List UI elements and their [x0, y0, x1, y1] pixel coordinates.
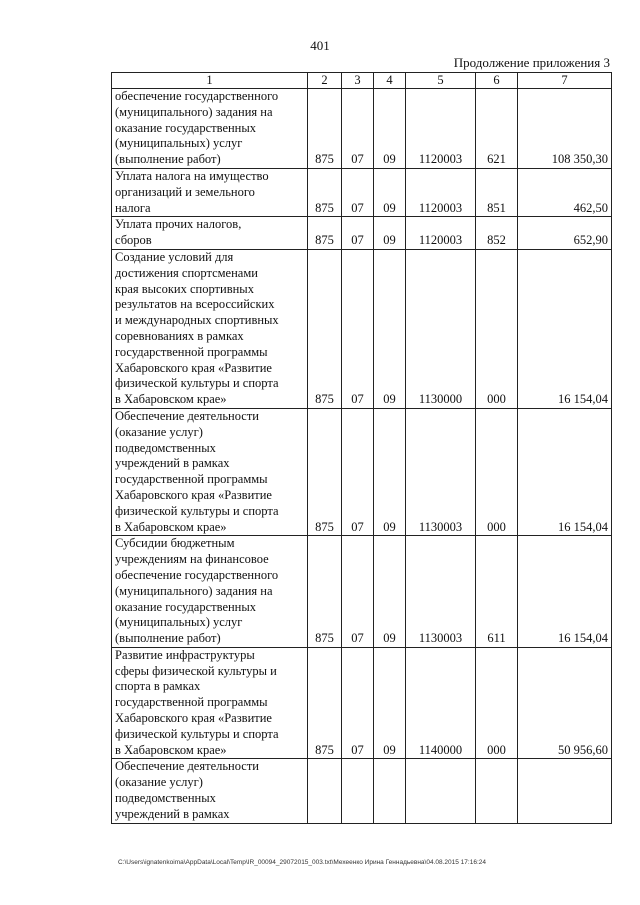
- name-line: Обеспечение деятельности: [115, 759, 260, 774]
- amount: 16 154,04: [518, 408, 612, 535]
- name-line: спорта в рамках: [115, 679, 201, 694]
- name-line: (муниципального) задания на: [115, 583, 273, 598]
- header-col-5: 5: [406, 73, 476, 89]
- name-line: соревнованиях в рамках: [115, 328, 244, 343]
- name-line: Хабаровского края «Развитие: [115, 360, 272, 375]
- subsection-code: 09: [374, 89, 406, 169]
- subsection-code: 09: [374, 536, 406, 648]
- name-line: (выполнение работ): [115, 631, 221, 646]
- section-code: 07: [342, 249, 374, 408]
- name-line: оказание государственных: [115, 599, 257, 614]
- ministry-code: 875: [308, 536, 342, 648]
- expense-item-name: [112, 647, 308, 759]
- table-row: [112, 408, 612, 535]
- name-line: физической культуры и спорта: [115, 726, 279, 741]
- subsection-code: 09: [374, 249, 406, 408]
- target-article-code: 1130003: [406, 536, 476, 648]
- target-article-code: 1140000: [406, 647, 476, 759]
- ministry-code: 875: [308, 408, 342, 535]
- amount: 108 350,30: [518, 89, 612, 169]
- table-row: [112, 249, 612, 408]
- subsection-code: [374, 759, 406, 823]
- target-article-code: [406, 759, 476, 823]
- name-line: (муниципальных) услуг: [115, 136, 243, 151]
- ministry-code: 875: [308, 168, 342, 216]
- name-line: Обеспечение деятельности: [115, 408, 260, 423]
- table-row: [112, 89, 612, 169]
- name-line: оказание государственных: [115, 120, 257, 135]
- header-col-4: 4: [374, 73, 406, 89]
- header-col-2: 2: [308, 73, 342, 89]
- expense-item-name: [112, 89, 308, 169]
- page-number: 401: [310, 38, 330, 53]
- subsection-code: 09: [374, 217, 406, 250]
- name-line: (оказание услуг): [115, 424, 203, 439]
- name-line: края высоких спортивных: [115, 281, 254, 296]
- amount: 16 154,04: [518, 249, 612, 408]
- name-line: Создание условий для: [115, 249, 234, 264]
- expense-type-code: [476, 759, 518, 823]
- section-code: 07: [342, 217, 374, 250]
- target-article-code: 1130003: [406, 408, 476, 535]
- expense-item-name: [112, 249, 308, 408]
- target-article-code: 1120003: [406, 168, 476, 216]
- name-line: государственной программы: [115, 472, 268, 487]
- name-line: Уплата прочих налогов,: [115, 217, 242, 232]
- subsection-code: 09: [374, 408, 406, 535]
- expense-item-name: [112, 408, 308, 535]
- table-row: [112, 536, 612, 648]
- name-line: физической культуры и спорта: [115, 503, 279, 518]
- section-code: [342, 759, 374, 823]
- name-line: в Хабаровском крае»: [115, 519, 227, 534]
- table-row: [112, 217, 612, 250]
- name-line: в Хабаровском крае»: [115, 742, 227, 757]
- expense-type-code: 000: [476, 249, 518, 408]
- name-line: физической культуры и спорта: [115, 376, 279, 391]
- name-line: достижения спортсменами: [115, 265, 258, 280]
- ministry-code: [308, 759, 342, 823]
- table-row: [112, 647, 612, 759]
- expense-type-code: 621: [476, 89, 518, 169]
- name-line: учреждений в рамках: [115, 806, 230, 821]
- table-row: [112, 168, 612, 216]
- name-line: государственной программы: [115, 695, 268, 710]
- name-line: обеспечение государственного: [115, 89, 279, 103]
- name-line: (выполнение работ): [115, 152, 221, 167]
- name-line: Субсидии бюджетным: [115, 536, 235, 551]
- name-line: Хабаровского края «Развитие: [115, 711, 272, 726]
- table-row: [112, 759, 612, 823]
- header-col-6: 6: [476, 73, 518, 89]
- section-code: 07: [342, 408, 374, 535]
- amount: 16 154,04: [518, 536, 612, 648]
- ministry-code: 875: [308, 647, 342, 759]
- subsection-code: 09: [374, 168, 406, 216]
- name-line: сборов: [115, 233, 152, 248]
- name-line: налога: [115, 200, 151, 215]
- name-line: Уплата налога на имущество: [115, 168, 269, 183]
- appendix-continuation-label: Продолжение приложения 3: [453, 55, 610, 70]
- amount: 462,50: [518, 168, 612, 216]
- subsection-code: 09: [374, 647, 406, 759]
- amount: 50 956,60: [518, 647, 612, 759]
- header-col-7: 7: [518, 73, 612, 89]
- section-code: 07: [342, 89, 374, 169]
- target-article-code: 1120003: [406, 89, 476, 169]
- file-path-footer: C:\Users\ignatenkoima\AppData\Local\Temp\IR_00094_29072015_003.txt\Мехеенко Ирина Геннадьевна\04.08.2015 17:16:24: [118, 859, 486, 866]
- ministry-code: 875: [308, 249, 342, 408]
- amount: 652,90: [518, 217, 612, 250]
- expense-item-name: [112, 759, 308, 823]
- name-line: сферы физической культуры и: [115, 663, 277, 678]
- budget-table: [111, 72, 612, 824]
- expense-type-code: 000: [476, 408, 518, 535]
- expense-type-code: 851: [476, 168, 518, 216]
- target-article-code: 1130000: [406, 249, 476, 408]
- header-col-3: 3: [342, 73, 374, 89]
- header-col-1: 1: [112, 73, 308, 89]
- name-line: (муниципальных) услуг: [115, 615, 243, 630]
- name-line: Развитие инфраструктуры: [115, 647, 255, 662]
- name-line: подведомственных: [115, 440, 216, 455]
- name-line: результатов на всероссийских: [115, 297, 275, 312]
- name-line: в Хабаровском крае»: [115, 392, 227, 407]
- header-row: [112, 73, 612, 89]
- name-line: организаций и земельного: [115, 184, 255, 199]
- name-line: государственной программы: [115, 344, 268, 359]
- name-line: обеспечение государственного: [115, 567, 279, 582]
- name-line: и международных спортивных: [115, 313, 279, 328]
- ministry-code: 875: [308, 89, 342, 169]
- name-line: (муниципального) задания на: [115, 104, 273, 119]
- amount: [518, 759, 612, 823]
- section-code: 07: [342, 647, 374, 759]
- expense-item-name: [112, 536, 308, 648]
- section-code: 07: [342, 536, 374, 648]
- expense-item-name: [112, 168, 308, 216]
- name-line: (оказание услуг): [115, 775, 203, 790]
- name-line: учреждениям на финансовое: [115, 552, 269, 567]
- name-line: учреждений в рамках: [115, 456, 230, 471]
- expense-type-code: 852: [476, 217, 518, 250]
- section-code: 07: [342, 168, 374, 216]
- name-line: Хабаровского края «Развитие: [115, 487, 272, 502]
- expense-item-name: [112, 217, 308, 250]
- ministry-code: 875: [308, 217, 342, 250]
- expense-type-code: 000: [476, 647, 518, 759]
- target-article-code: 1120003: [406, 217, 476, 250]
- name-line: подведомственных: [115, 791, 216, 806]
- expense-type-code: 611: [476, 536, 518, 648]
